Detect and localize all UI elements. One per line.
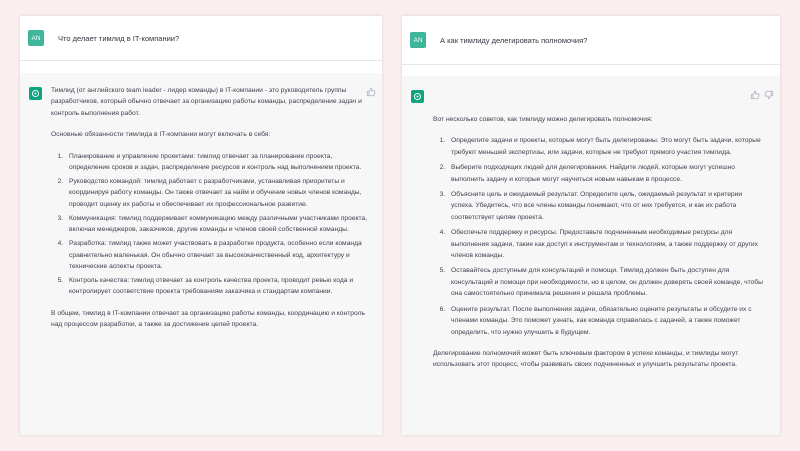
assistant-message (20, 73, 382, 435)
answer-intro: Вот несколько советов, как тимлиду можно делегировать полномочия: (433, 116, 653, 123)
answer-conclusion: Делегирование полномочий может быть ключевым фактором в успехе команды, и тимлиды могут использовать этот процесс, чтобы развивать своих подчиненных и улучшить результаты проекта. (433, 349, 739, 369)
answer-lead: Основные обязанности тимлида в IT-компании могут включать в себя: (51, 131, 271, 139)
assistant-message (402, 76, 780, 435)
user-message (20, 16, 382, 61)
answer-conclusion: В общем, тимлид в IT-компании отвечает за организацию работы команды, координацию и контроль над процессом разработки, а также за достижение целей проекта. (51, 309, 365, 329)
openai-logo-icon (411, 90, 424, 103)
list-item: 4. Разработка: тимлид также может участвовать в разработке продукта, особенно если команда сравнительно маленькая. Он обычно отвечает за высококачественный код, архитектуру и технические аспекты проекта. (65, 238, 368, 272)
chat-panel-left (20, 16, 382, 435)
thumbs-up-icon[interactable] (750, 90, 760, 100)
answer-list (433, 135, 766, 338)
list-item: 5. Оставайтесь доступным для консультаций и помощи. Тимлид должен быть доступен для консультаций и помощи при необходимости, но в целом, он должен доверять своей команде, чтобы она самостоятельно принимала решения и решала проблемы. (447, 265, 766, 299)
openai-logo-icon (29, 87, 42, 100)
list-item: 1. Определите задачи и проекты, которые могут быть делегированы. Это могут быть задачи, которые требуют меньшей экспертизы, или задачи, которые не требуют прямого участия тимлида. (447, 135, 766, 158)
user-message (402, 16, 780, 65)
user-question: Что делает тимлид в IT-компании? (58, 33, 180, 43)
assistant-answer (51, 85, 368, 341)
thumbs-down-icon[interactable] (764, 90, 774, 100)
answer-list (51, 151, 368, 298)
assistant-answer (433, 114, 766, 381)
user-question: А как тимлиду делегировать полномочия? (440, 35, 588, 45)
chat-panel-right (402, 16, 780, 435)
list-item: 3. Объясните цель и ожидаемый результат. Определите цель, ожидаемый результат и критерии успеха. Убедитесь, что все члены команды понимают, что от них требуется, и как их работа соответствует целям проекта. (447, 189, 766, 223)
list-item: 2. Выберите подходящих людей для делегирования. Найдите людей, которые могут успешно выполнить задачу и которые могут научиться новым навыкам в процессе. (447, 162, 766, 185)
list-item: 1. Планирование и управление проектами: тимлид отвечает за планирование проекта, определение сроков и задач, распределение ресурсов и контроль над выполнением проекта. (65, 151, 368, 174)
list-item: 2. Руководство командой: тимлид работает с разработчиками, устанавливая приоритеты и координируя работу команды. Он также отвечает за найм и обучение новых членов команды, проводит оценку их работы и обеспечивает их профессиональное развитие. (65, 176, 368, 210)
list-item: 4. Обеспечьте поддержку и ресурсы. Предоставьте подчиненным необходимые ресурсы для выполнения задачи, такие как доступ к инструментам и технологиям, а также поддержку от других членов команды. (447, 227, 766, 261)
list-item: 3. Коммуникация: тимлид поддерживает коммуникацию между различными участниками проекта, включая менеджеров, заказчиков, другие команды и членов своей собственной команды. (65, 213, 368, 236)
answer-intro: Тимлид (от английского team leader - лидер команды) в IT-компании - это руководитель группы разработчиков, который обычно отвечает за организацию работы команды, распределение задач и контроль выполнения работ. (51, 87, 362, 117)
user-avatar: AN (28, 30, 44, 46)
user-avatar: AN (410, 32, 426, 48)
list-item: 5. Контроль качества: тимлид отвечает за контроль качества проекта, проводит ревью кода и контролирует соответствие проекта требованиям заказчика и стандартам компании. (65, 275, 368, 298)
list-item: 6. Оцените результат. После выполнения задачи, обязательно оцените результаты и обсудите их с членами команды. Это поможет узнать, как команда справилась с задачей, а также поможет определить, что нужно улучшить в будущем. (447, 304, 766, 338)
